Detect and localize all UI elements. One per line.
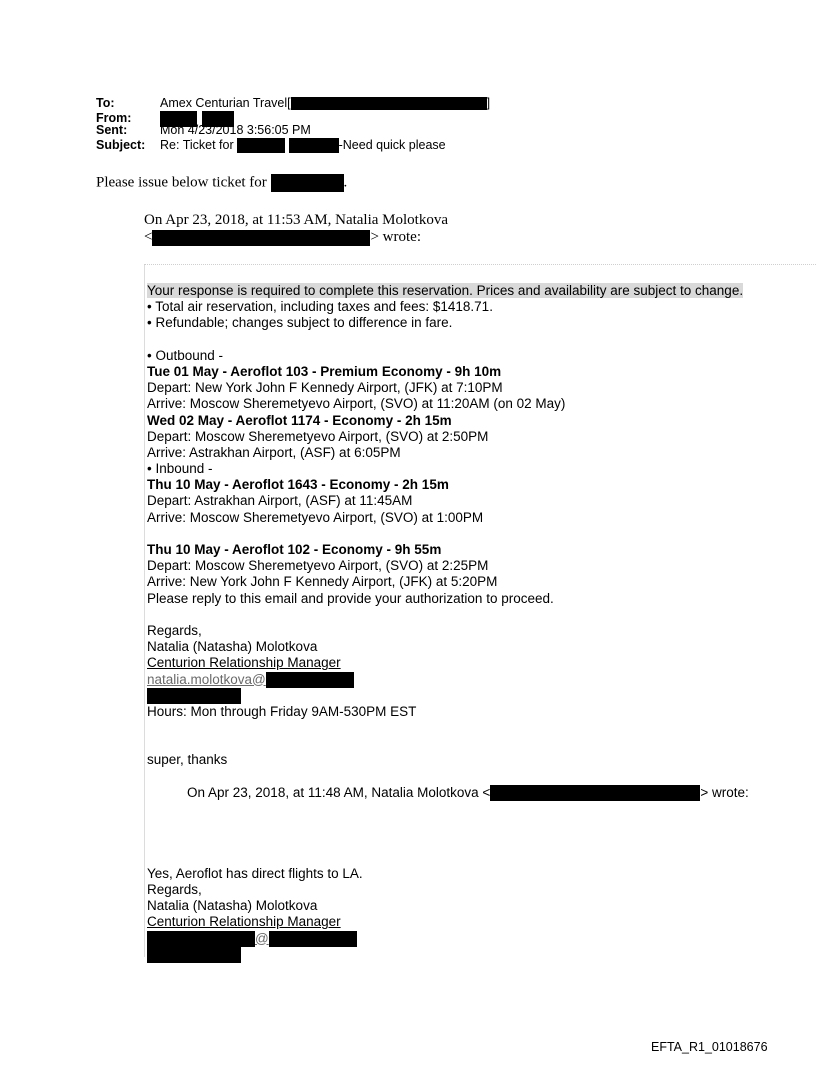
flight-title: Thu 10 May - Aeroflot 102 - Economy - 9h 55m [147,542,442,557]
nested-email-row [147,931,749,947]
nested-quote-close: > wrote: [700,784,749,800]
nested-quote-open: On Apr 23, 2018, at 11:48 AM, Natalia Molotkova < [187,784,491,800]
document-id: EFTA_R1_01018676 [651,1040,768,1054]
reply-thanks: super, thanks [147,752,228,768]
quote-open-bracket: < [144,229,153,245]
refund-line: • Refundable; changes subject to difference in fare. [147,315,453,331]
reply-request: Please reply to this email and provide your authorization to proceed. [147,590,554,606]
signature-email-row [147,672,749,688]
redaction-block [266,672,354,688]
flight-arrive: Arrive: Moscow Sheremetyevo Airport, (SVO) at 11:20AM (on 02 May) [147,396,566,412]
to-label: To: [96,96,115,110]
quote-divider [144,264,816,265]
redaction-block [147,688,241,704]
total-line: • Total air reservation, including taxes and fees: $1418.71. [147,299,493,315]
flight-arrive: Arrive: Astrakhan Airport, (ASF) at 6:05PM [147,444,401,460]
regards: Regards, [147,622,202,638]
flight-depart: Depart: Moscow Sheremetyevo Airport, (SVO) at 2:50PM [147,428,489,444]
to-close: ] [486,96,491,110]
to-row [96,97,490,111]
quote-wrote: > wrote: [370,229,421,245]
subject-label: Subject: [96,137,146,152]
required-notice: Your response is required to complete this reservation. Prices and availability are subject to change. [147,283,744,298]
subject-suffix: -Need quick please [338,137,446,152]
signature-email-link[interactable]: natalia.molotkova@ [147,671,266,687]
quote-header [144,212,448,246]
flight-depart: Depart: Astrakhan Airport, (ASF) at 11:45AM [147,493,413,509]
flight-title: Thu 10 May - Aeroflot 1643 - Economy - 2h 15m [147,477,449,493]
signature-title: Centurion Relationship Manager [147,655,341,671]
flight-depart: Depart: New York John F Kennedy Airport, (JFK) at 7:10PM [147,380,503,396]
flight-depart: Depart: Moscow Sheremetyevo Airport, (SVO) at 2:25PM [147,558,489,574]
email-header [96,97,490,151]
signature-name: Natalia (Natasha) Molotkova [147,639,318,655]
redaction-block [291,97,487,110]
redaction-block [237,138,285,153]
to-value: Amex Centurian Travel[ [160,96,291,110]
flight-arrive: Arrive: New York John F Kennedy Airport, (JFK) at 5:20PM [147,574,498,590]
quote-header-line2 [144,229,448,246]
quote-header-line1: On Apr 23, 2018, at 11:53 AM, Natalia Molotkova [144,212,448,228]
redaction-block [289,138,339,153]
hours-line: Hours: Mon through Friday 9AM-530PM EST [147,703,417,719]
flight-arrive: Arrive: Moscow Sheremetyevo Airport, (SVO) at 1:00PM [147,509,484,525]
nested-body: Yes, Aeroflot has direct flights to LA. [147,865,363,881]
message-body [147,283,749,963]
flight-title: Tue 01 May - Aeroflot 103 - Premium Economy - 9h 10m [147,363,502,379]
intro-text: Please issue below ticket for [96,174,267,191]
nested-phone-row [147,947,749,963]
redaction-block [152,230,370,246]
redaction-block [271,174,344,192]
outbound-label: • Outbound - [147,347,224,363]
sent-label: Sent: [96,123,128,138]
from-row [96,111,490,125]
subject-row [96,138,490,152]
nested-quote-header [147,785,749,801]
signature-phone-row [147,688,749,704]
nested-signature-name: Natalia (Natasha) Molotkova [147,898,318,914]
sent-row [96,124,490,138]
redaction-block [147,931,255,947]
intro-end: . [343,174,348,191]
subject-prefix: Re: Ticket for [160,137,234,152]
flight-title: Wed 02 May - Aeroflot 1174 - Economy - 2h 15m [147,412,452,428]
nested-signature-title: Centurion Relationship Manager [147,914,341,930]
nested-regards: Regards, [147,881,202,897]
redaction-block [490,785,700,801]
from-label: From: [96,110,132,125]
redaction-block [147,947,241,963]
nested-at-sign: @ [255,930,269,946]
intro-line [96,174,347,192]
inbound-label: • Inbound - [147,461,213,477]
quote-bar [144,265,145,957]
sent-value: Mon 4/23/2018 3:56:05 PM [160,123,311,138]
redaction-block [269,931,357,947]
